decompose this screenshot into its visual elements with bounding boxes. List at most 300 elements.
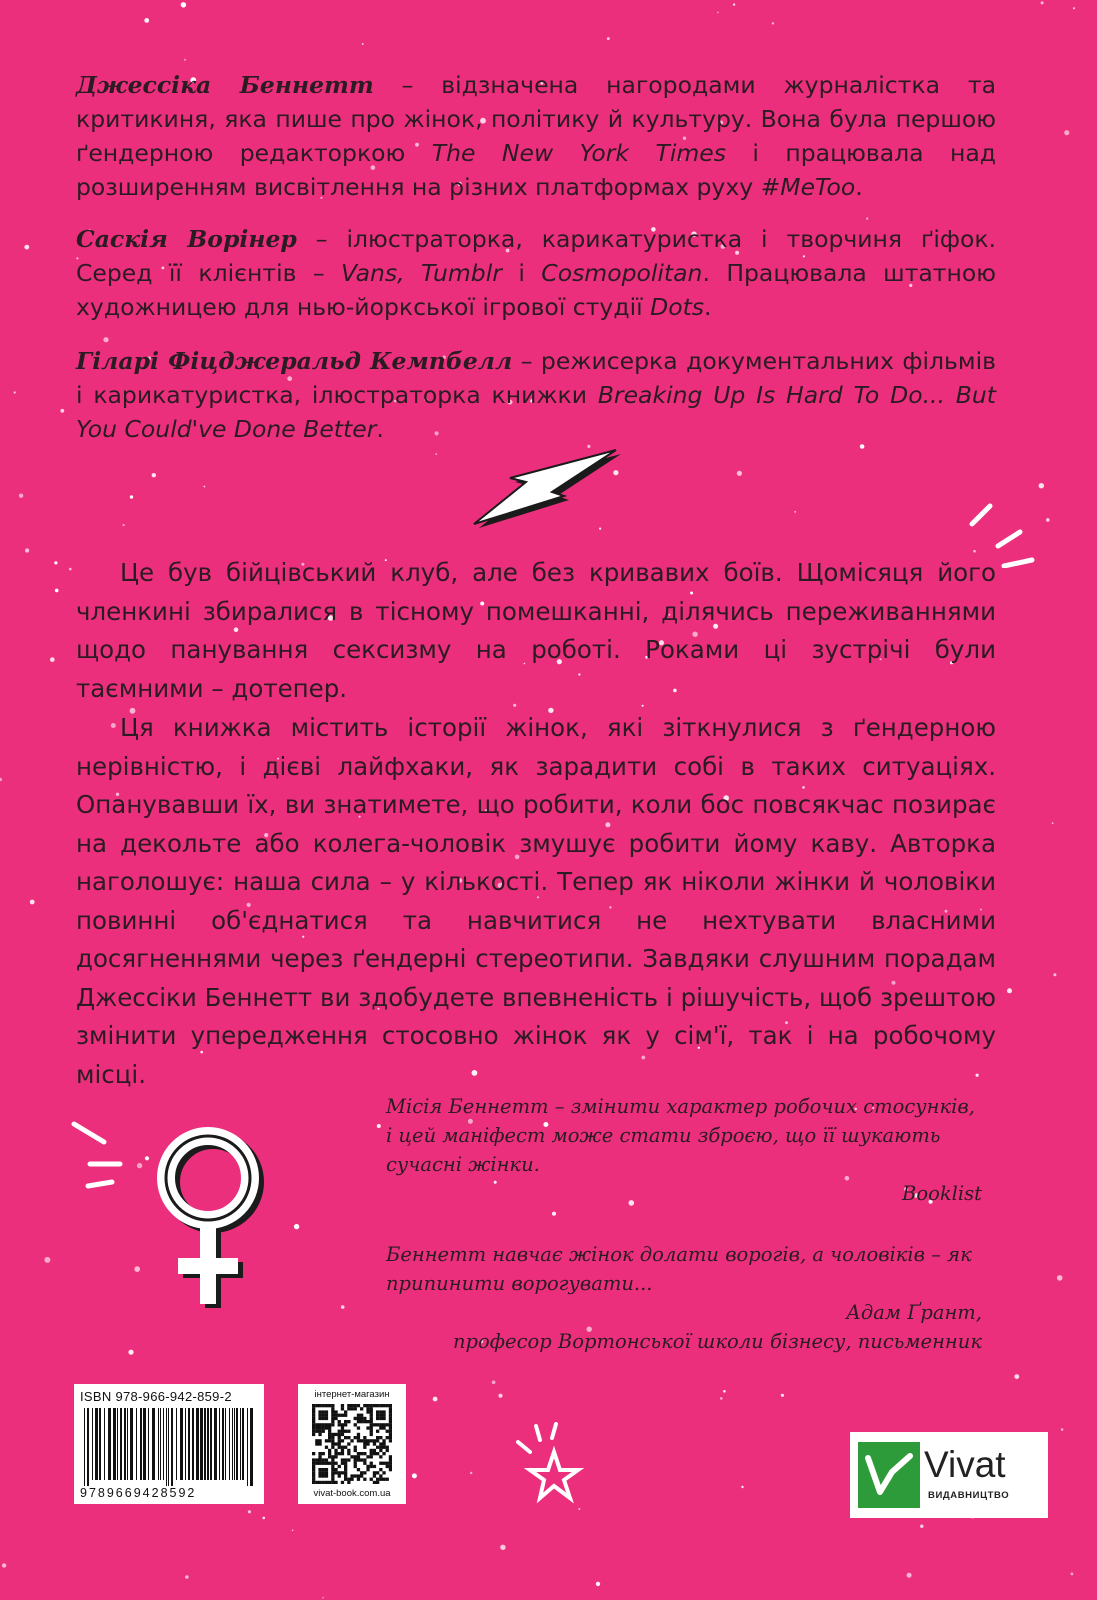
qr-module bbox=[389, 1423, 392, 1426]
qr-module bbox=[379, 1462, 382, 1465]
qr-module bbox=[315, 1458, 318, 1461]
qr-module bbox=[322, 1481, 325, 1484]
qr-module bbox=[325, 1462, 328, 1465]
qr-module bbox=[331, 1474, 334, 1477]
qr-module bbox=[341, 1452, 344, 1455]
qr-module bbox=[382, 1446, 385, 1449]
qr-module bbox=[347, 1404, 350, 1407]
qr-module bbox=[360, 1417, 363, 1420]
barcode-bar bbox=[210, 1408, 212, 1480]
qr-module bbox=[315, 1439, 318, 1442]
qr-module bbox=[366, 1439, 369, 1442]
sparkle-dot bbox=[1057, 1275, 1063, 1281]
qr-module bbox=[376, 1439, 379, 1442]
sparkle-dot bbox=[294, 1224, 299, 1229]
qr-module bbox=[325, 1446, 328, 1449]
qr-module bbox=[318, 1430, 321, 1433]
qr-module bbox=[360, 1471, 363, 1474]
qr-module bbox=[334, 1414, 337, 1417]
qr-module bbox=[379, 1468, 382, 1471]
sparkle-dot bbox=[14, 391, 16, 393]
qr-module bbox=[357, 1452, 360, 1455]
barcode-bar bbox=[140, 1408, 142, 1480]
venus-symbol-icon bbox=[60, 1112, 280, 1332]
sparkle-dot bbox=[60, 409, 64, 413]
sparkle-dot bbox=[596, 1582, 600, 1586]
barcode-bar bbox=[158, 1408, 159, 1480]
barcode-bar bbox=[242, 1408, 244, 1480]
qr-module bbox=[341, 1433, 344, 1436]
qr-module bbox=[373, 1404, 376, 1407]
qr-module bbox=[322, 1471, 325, 1474]
qr-module bbox=[376, 1404, 379, 1407]
qr-module bbox=[347, 1481, 350, 1484]
qr-module bbox=[344, 1446, 347, 1449]
publisher-subtitle: ВИДАВНИЦТВО bbox=[928, 1490, 1010, 1501]
qr-module bbox=[386, 1436, 389, 1439]
barcode-bar bbox=[185, 1408, 186, 1480]
qr-panel bbox=[298, 1384, 406, 1504]
qr-module bbox=[357, 1455, 360, 1458]
qr-module bbox=[344, 1462, 347, 1465]
quote-source: Booklist bbox=[902, 1182, 982, 1205]
qr-module bbox=[354, 1458, 357, 1461]
qr-module bbox=[328, 1426, 331, 1429]
qr-module bbox=[331, 1417, 334, 1420]
qr-module bbox=[341, 1471, 344, 1474]
qr-module bbox=[386, 1404, 389, 1407]
qr-module bbox=[366, 1442, 369, 1445]
qr-module bbox=[350, 1404, 353, 1407]
barcode-bar bbox=[225, 1408, 226, 1480]
qr-module bbox=[331, 1468, 334, 1471]
barcode-bar bbox=[207, 1408, 209, 1480]
qr-module bbox=[357, 1404, 360, 1407]
qr-module bbox=[334, 1410, 337, 1413]
qr-module bbox=[338, 1465, 341, 1468]
barcode-bar bbox=[232, 1408, 233, 1480]
qr-module bbox=[322, 1462, 325, 1465]
qr-module bbox=[389, 1462, 392, 1465]
qr-module bbox=[379, 1449, 382, 1452]
qr-module bbox=[312, 1465, 315, 1468]
qr-module bbox=[363, 1436, 366, 1439]
qr-module bbox=[376, 1452, 379, 1455]
qr-module bbox=[322, 1423, 325, 1426]
qr-module bbox=[373, 1423, 376, 1426]
qr-module bbox=[331, 1446, 334, 1449]
qr-module bbox=[350, 1474, 353, 1477]
qr-module bbox=[366, 1468, 369, 1471]
sparkle-dot bbox=[377, 1124, 381, 1128]
qr-module bbox=[344, 1410, 347, 1413]
author-bio-woerner: Саскія Ворінер – ілюстраторка, карикатуристка і творчиня ґіфок. Серед її клієнтів – Vans, Tumblr і Cosmopolitan. Працювала штатною художницею для нью-йоркської ігрової студії Dots. bbox=[76, 225, 996, 321]
qr-module bbox=[363, 1452, 366, 1455]
qr-module bbox=[376, 1471, 379, 1474]
barcode-bar bbox=[229, 1408, 230, 1480]
barcode-digits: 9789669428592 bbox=[80, 1486, 197, 1500]
sparkle-dot bbox=[1073, 7, 1075, 9]
qr-module bbox=[379, 1478, 382, 1481]
qr-module bbox=[350, 1455, 353, 1458]
illustrator-name: Гіларі Фіцджеральд Кемпбелл bbox=[76, 347, 513, 375]
qr-module bbox=[382, 1442, 385, 1445]
book-description bbox=[76, 554, 996, 1095]
sparkle-dot bbox=[492, 1381, 496, 1385]
barcode-bar bbox=[113, 1408, 116, 1480]
qr-module bbox=[360, 1452, 363, 1455]
qr-module bbox=[389, 1417, 392, 1420]
qr-module bbox=[331, 1407, 334, 1410]
sparkle-dot bbox=[44, 1257, 50, 1263]
barcode-bar bbox=[192, 1408, 194, 1480]
qr-module bbox=[318, 1417, 321, 1420]
barcode-bar bbox=[148, 1408, 149, 1480]
qr-module bbox=[325, 1439, 328, 1442]
sparkle-dot bbox=[433, 1397, 438, 1402]
qr-module bbox=[331, 1414, 334, 1417]
qr-module bbox=[370, 1478, 373, 1481]
qr-module bbox=[370, 1452, 373, 1455]
barcode-bar bbox=[171, 1408, 173, 1486]
author-bio-bennett: Джессіка Беннетт – відзначена нагородами журналістка та критикиня, яка пише про жінок, політику й культуру. Вона була першою ґендерною редакторкою The New York Times і працювала над розширенням висвітлення на різних платформах руху #MeToo. bbox=[76, 71, 996, 201]
qr-module bbox=[312, 1407, 315, 1410]
star-doodle-icon bbox=[510, 1418, 600, 1508]
sparkle-dot bbox=[204, 486, 206, 488]
qr-module bbox=[389, 1407, 392, 1410]
qr-module bbox=[331, 1455, 334, 1458]
qr-module bbox=[344, 1414, 347, 1417]
qr-module bbox=[315, 1404, 318, 1407]
barcode-bar bbox=[95, 1408, 98, 1480]
barcode-bar bbox=[108, 1408, 111, 1480]
qr-module bbox=[389, 1436, 392, 1439]
qr-module bbox=[315, 1426, 318, 1429]
qr-module bbox=[338, 1439, 341, 1442]
qr-module bbox=[366, 1426, 369, 1429]
qr-module bbox=[334, 1449, 337, 1452]
barcode-bar bbox=[168, 1408, 169, 1486]
qr-module bbox=[370, 1404, 373, 1407]
sparkle-dot bbox=[1053, 973, 1056, 976]
qr-module bbox=[318, 1423, 321, 1426]
barcode-bar bbox=[176, 1408, 177, 1480]
qr-module bbox=[382, 1414, 385, 1417]
qr-module bbox=[318, 1404, 321, 1407]
description-paragraph: Це був бійцівський клуб, але без кривавих боїв. Щомісяця його членкині збиралися в тісному помешканні, ділячись переживаннями щодо панування сексизму на роботі. Роками ці зустрічі були таємними – дотепер. bbox=[76, 558, 996, 703]
qr-module bbox=[331, 1465, 334, 1468]
sparkle-dot bbox=[578, 1508, 580, 1510]
qr-module bbox=[344, 1465, 347, 1468]
qr-module bbox=[341, 1430, 344, 1433]
qr-module bbox=[386, 1430, 389, 1433]
sparkle-dot bbox=[741, 1486, 743, 1488]
qr-module bbox=[373, 1442, 376, 1445]
qr-module bbox=[331, 1478, 334, 1481]
sparkle-dot bbox=[1064, 130, 1069, 135]
qr-module bbox=[334, 1442, 337, 1445]
qr-module bbox=[389, 1468, 392, 1471]
qr-module bbox=[344, 1420, 347, 1423]
sparkle-dot bbox=[362, 43, 364, 45]
qr-module bbox=[325, 1471, 328, 1474]
qr-module bbox=[331, 1442, 334, 1445]
qr-module bbox=[331, 1481, 334, 1484]
qr-module bbox=[328, 1436, 331, 1439]
barcode-bar bbox=[219, 1408, 220, 1480]
qr-module bbox=[325, 1426, 328, 1429]
qr-module bbox=[382, 1439, 385, 1442]
qr-module bbox=[382, 1471, 385, 1474]
sparkle-dot bbox=[292, 1530, 294, 1532]
barcode-bar bbox=[92, 1408, 93, 1480]
qr-module bbox=[379, 1426, 382, 1429]
qr-module bbox=[350, 1439, 353, 1442]
qr-module bbox=[360, 1474, 363, 1477]
qr-module bbox=[376, 1423, 379, 1426]
sparkle-dot bbox=[781, 1394, 784, 1397]
qr-module bbox=[341, 1404, 344, 1407]
sparkle-dot bbox=[2, 1563, 6, 1567]
qr-module bbox=[312, 1458, 315, 1461]
qr-module bbox=[331, 1410, 334, 1413]
qr-module bbox=[373, 1452, 376, 1455]
qr-module bbox=[338, 1433, 341, 1436]
qr-module bbox=[347, 1442, 350, 1445]
qr-module bbox=[322, 1410, 325, 1413]
qr-module bbox=[312, 1420, 315, 1423]
qr-module bbox=[386, 1446, 389, 1449]
barcode-bar bbox=[240, 1408, 241, 1480]
qr-module bbox=[331, 1423, 334, 1426]
sparkle-dot bbox=[25, 548, 29, 552]
qr-module bbox=[370, 1420, 373, 1423]
qr-module bbox=[379, 1446, 382, 1449]
sparkle-dot bbox=[772, 22, 774, 24]
qr-module bbox=[322, 1426, 325, 1429]
sparkle-dot bbox=[263, 1517, 266, 1520]
barcode-bar bbox=[120, 1408, 122, 1480]
sparkle-dot bbox=[498, 1394, 502, 1398]
qr-module bbox=[322, 1452, 325, 1455]
qr-module bbox=[373, 1474, 376, 1477]
qr-module bbox=[389, 1433, 392, 1436]
sparkle-dot bbox=[435, 453, 437, 455]
qr-module bbox=[370, 1430, 373, 1433]
qr-module bbox=[344, 1471, 347, 1474]
qr-module bbox=[357, 1478, 360, 1481]
qr-module bbox=[382, 1410, 385, 1413]
qr-module bbox=[379, 1404, 382, 1407]
qr-module bbox=[338, 1430, 341, 1433]
review-quote-grant bbox=[386, 1240, 982, 1356]
qr-module bbox=[357, 1426, 360, 1429]
qr-module bbox=[315, 1423, 318, 1426]
qr-module bbox=[370, 1410, 373, 1413]
qr-module bbox=[363, 1420, 366, 1423]
qr-module bbox=[338, 1452, 341, 1455]
qr-module bbox=[325, 1481, 328, 1484]
qr-module bbox=[357, 1417, 360, 1420]
qr-module bbox=[366, 1410, 369, 1413]
qr-module bbox=[344, 1436, 347, 1439]
qr-module bbox=[334, 1462, 337, 1465]
qr-module bbox=[354, 1423, 357, 1426]
qr-module bbox=[379, 1436, 382, 1439]
qr-module bbox=[389, 1420, 392, 1423]
qr-module bbox=[318, 1455, 321, 1458]
qr-module bbox=[363, 1417, 366, 1420]
qr-module bbox=[318, 1481, 321, 1484]
barcode-bar bbox=[247, 1408, 248, 1486]
qr-module bbox=[312, 1414, 315, 1417]
qr-module bbox=[338, 1436, 341, 1439]
qr-module bbox=[389, 1426, 392, 1429]
qr-code bbox=[312, 1404, 392, 1484]
qr-module bbox=[334, 1417, 337, 1420]
qr-module bbox=[334, 1481, 337, 1484]
qr-module bbox=[322, 1417, 325, 1420]
qr-module bbox=[357, 1433, 360, 1436]
barcode-bar bbox=[163, 1408, 164, 1480]
sparkle-dot bbox=[341, 1305, 345, 1309]
qr-module bbox=[389, 1465, 392, 1468]
qr-module bbox=[312, 1410, 315, 1413]
qr-module bbox=[379, 1474, 382, 1477]
qr-module bbox=[370, 1462, 373, 1465]
qr-module bbox=[341, 1446, 344, 1449]
barcode-panel bbox=[74, 1384, 264, 1504]
qr-module bbox=[334, 1452, 337, 1455]
qr-module bbox=[370, 1433, 373, 1436]
quote-source-name: Адам Ґрант, bbox=[846, 1301, 982, 1324]
qr-module bbox=[382, 1462, 385, 1465]
qr-module bbox=[363, 1462, 366, 1465]
qr-module bbox=[312, 1452, 315, 1455]
qr-module bbox=[347, 1458, 350, 1461]
barcode-bar bbox=[127, 1408, 128, 1480]
qr-module bbox=[322, 1468, 325, 1471]
qr-module bbox=[322, 1414, 325, 1417]
sparkle-dot bbox=[0, 778, 2, 782]
sparkle-dot bbox=[723, 1390, 726, 1393]
qr-module bbox=[331, 1439, 334, 1442]
qr-module bbox=[370, 1407, 373, 1410]
barcode-bar bbox=[160, 1408, 161, 1480]
qr-module bbox=[373, 1465, 376, 1468]
qr-module bbox=[357, 1436, 360, 1439]
barcode-bar bbox=[143, 1408, 146, 1480]
qr-module bbox=[328, 1439, 331, 1442]
qr-module bbox=[347, 1478, 350, 1481]
qr-module bbox=[357, 1474, 360, 1477]
qr-module bbox=[357, 1414, 360, 1417]
qr-module bbox=[344, 1478, 347, 1481]
author-name: Джессіка Беннетт bbox=[76, 71, 374, 99]
qr-module bbox=[338, 1414, 341, 1417]
qr-module bbox=[341, 1481, 344, 1484]
barcode-bar bbox=[188, 1408, 190, 1480]
barcode-bar bbox=[117, 1408, 118, 1480]
qr-module bbox=[379, 1410, 382, 1413]
qr-module bbox=[354, 1404, 357, 1407]
qr-module bbox=[318, 1414, 321, 1417]
qr-module bbox=[376, 1436, 379, 1439]
qr-module bbox=[334, 1455, 337, 1458]
qr-module bbox=[338, 1423, 341, 1426]
qr-module bbox=[370, 1417, 373, 1420]
qr-module bbox=[382, 1423, 385, 1426]
qr-module bbox=[370, 1426, 373, 1429]
qr-module bbox=[341, 1458, 344, 1461]
qr-module bbox=[379, 1442, 382, 1445]
barcode-bar bbox=[200, 1408, 203, 1480]
qr-module bbox=[379, 1417, 382, 1420]
vivat-logo-icon bbox=[858, 1442, 920, 1508]
qr-module bbox=[354, 1465, 357, 1468]
qr-module bbox=[312, 1468, 315, 1471]
isbn-number: ISBN 978-966-942-859-2 bbox=[80, 1389, 232, 1404]
qr-module bbox=[318, 1458, 321, 1461]
sparkle-dot bbox=[1041, 1, 1044, 4]
qr-module bbox=[370, 1439, 373, 1442]
sparkle-dot bbox=[54, 561, 57, 564]
qr-module bbox=[386, 1465, 389, 1468]
qr-module bbox=[389, 1414, 392, 1417]
qr-module bbox=[389, 1404, 392, 1407]
qr-module bbox=[382, 1452, 385, 1455]
qr-module bbox=[312, 1404, 315, 1407]
qr-module bbox=[376, 1414, 379, 1417]
qr-module bbox=[354, 1436, 357, 1439]
sparkle-dot bbox=[866, 217, 868, 219]
sparkle-dot bbox=[130, 495, 133, 498]
barcode-bar bbox=[99, 1408, 101, 1480]
qr-module bbox=[363, 1442, 366, 1445]
qr-module bbox=[366, 1455, 369, 1458]
qr-module bbox=[354, 1462, 357, 1465]
qr-module bbox=[370, 1455, 373, 1458]
quote-source-title: професор Вортонської школи бізнесу, письменник bbox=[453, 1330, 982, 1353]
quote-text: Беннетт навчає жінок долати ворогів, а чоловіків – як припинити ворогувати... bbox=[386, 1243, 972, 1295]
qr-module bbox=[376, 1410, 379, 1413]
qr-module bbox=[366, 1404, 369, 1407]
qr-module bbox=[363, 1404, 366, 1407]
sparkle-dot bbox=[720, 1397, 723, 1400]
sparkle-dot bbox=[1071, 1573, 1074, 1576]
qr-module bbox=[334, 1471, 337, 1474]
qr-module bbox=[347, 1407, 350, 1410]
sparkle-dot bbox=[144, 18, 149, 23]
qr-module bbox=[357, 1420, 360, 1423]
qr-module bbox=[347, 1449, 350, 1452]
qr-module bbox=[370, 1423, 373, 1426]
qr-module bbox=[322, 1474, 325, 1477]
qr-module bbox=[331, 1436, 334, 1439]
qr-module bbox=[354, 1455, 357, 1458]
sparkle-dot bbox=[1052, 822, 1054, 824]
sparkle-dot bbox=[24, 245, 29, 250]
qr-module bbox=[328, 1430, 331, 1433]
qr-module bbox=[318, 1439, 321, 1442]
qr-module bbox=[360, 1407, 363, 1410]
description-paragraph: Ця книжка містить історії жінок, які зіткнулися з ґендерною нерівністю, і дієві лайфхаки, як зарадити собі в таких ситуаціях. Опанувавши їх, ви знатимете, що робити, коли бос повсякчас позирає на декольте або колега-чоловік змушує робити йому каву. Авторка наголошує: наша сила – у кількості. Тепер як ніколи жінки й чоловіки повинні об'єднатися та навчитися не нехтувати власними досягненнями через ґендерні стереотипи. Завдяки слушним порадам Джессіки Беннетт ви здобудете впевненість і рішучість, щоб зрештою змінити упередження стосовно жінок як у сім'ї, так і на робочому місці. bbox=[76, 713, 996, 1089]
sparkle-dot bbox=[128, 1350, 133, 1355]
qr-module bbox=[366, 1407, 369, 1410]
sparkle-dot bbox=[1046, 518, 1050, 522]
qr-module bbox=[341, 1407, 344, 1410]
barcode-bar bbox=[180, 1408, 183, 1480]
